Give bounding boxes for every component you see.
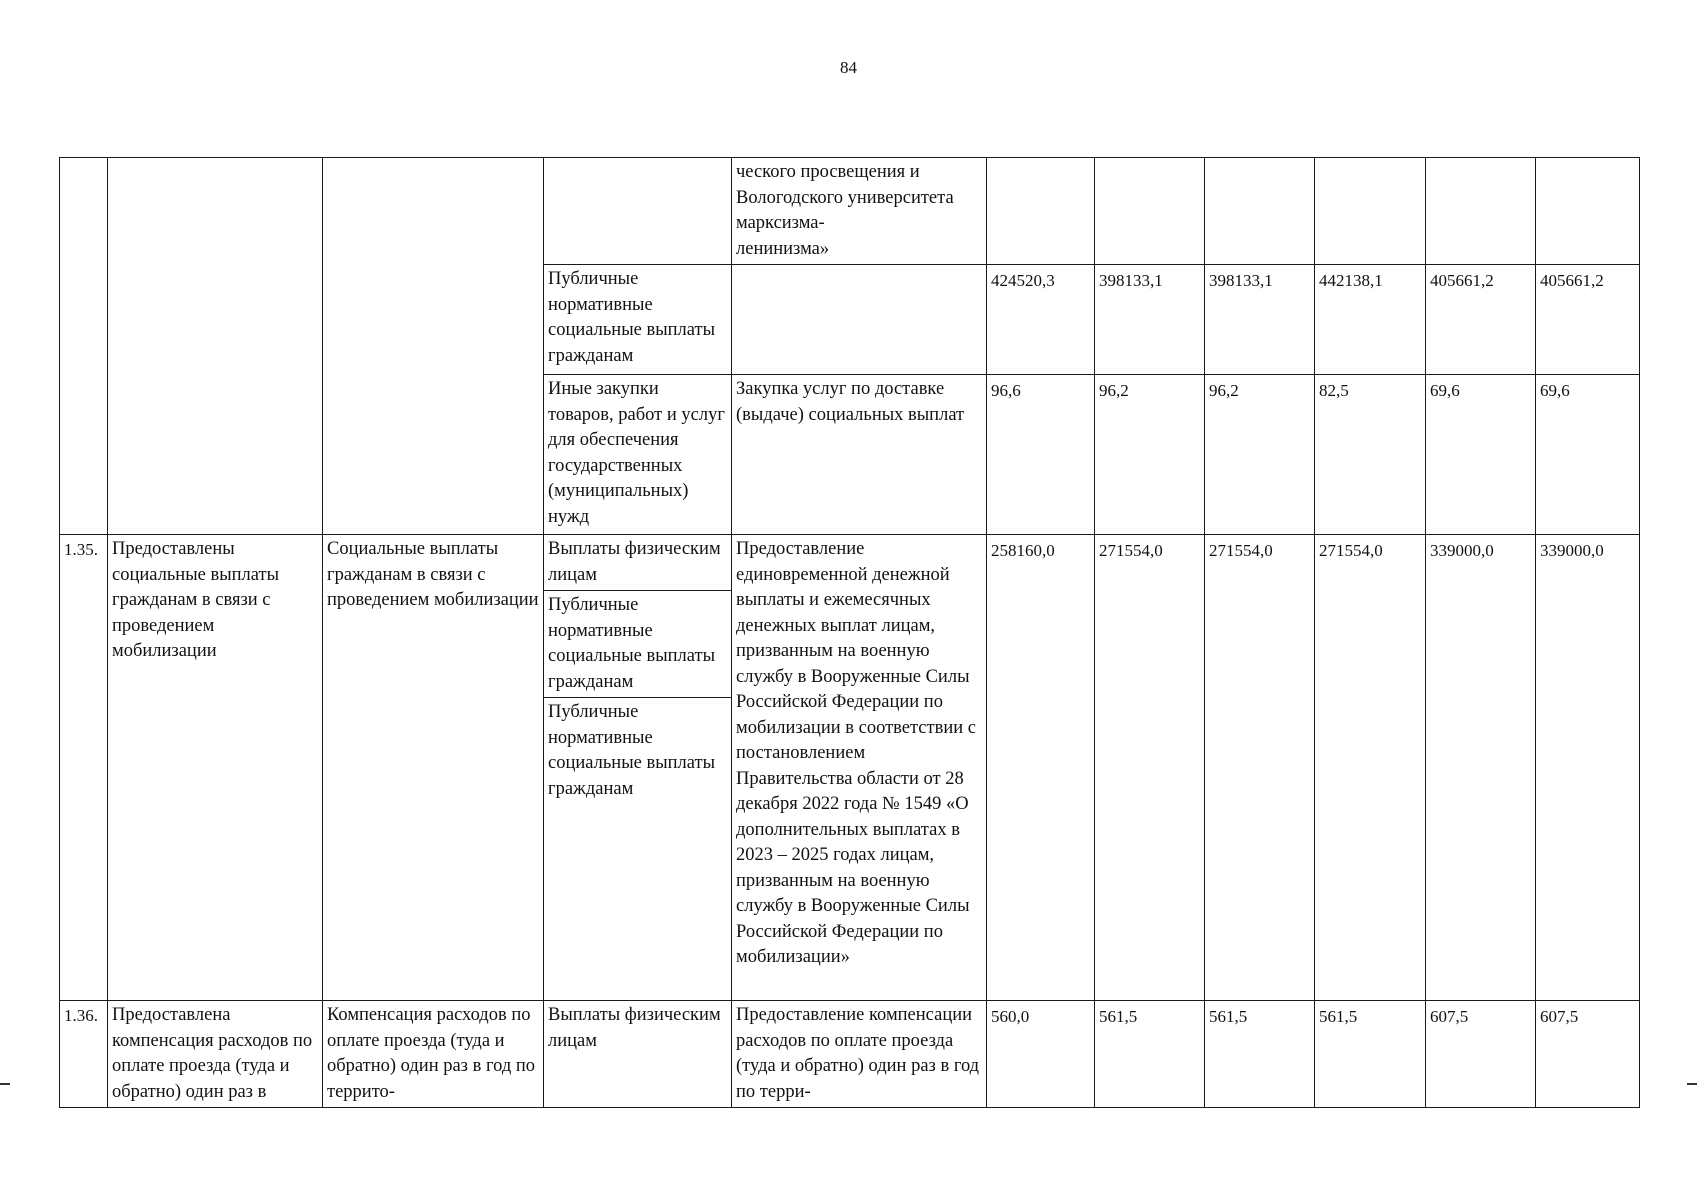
left-margin-mark xyxy=(0,1083,10,1085)
cell-expense-type-empty xyxy=(544,158,732,265)
cell-measure-empty xyxy=(323,158,544,535)
cell-number-empty xyxy=(60,158,108,535)
cell-value: 69,6 xyxy=(1536,375,1640,535)
cell-value: 561,5 xyxy=(1315,1001,1426,1108)
cell-result: Предоставлена компенсация расходов по оплате проезда (туда и обратно) один раз в xyxy=(108,1001,323,1108)
cell-expense-type: Публичные нормативные социальные выплаты гражданам xyxy=(544,591,732,698)
cell-description-empty xyxy=(732,265,987,375)
cell-value: 398133,1 xyxy=(1205,265,1315,375)
cell-result-empty xyxy=(108,158,323,535)
cell-value: 561,5 xyxy=(1205,1001,1315,1108)
cell-value: 424520,3 xyxy=(987,265,1095,375)
cell-description: Закупка услуг по доставке (выдаче) социальных выплат xyxy=(732,375,987,535)
cell-value: 607,5 xyxy=(1426,1001,1536,1108)
cell-value xyxy=(1426,158,1536,265)
page-number: 84 xyxy=(840,58,857,77)
budget-table xyxy=(59,157,1640,1108)
cell-value: 69,6 xyxy=(1426,375,1536,535)
cell-value: 96,6 xyxy=(987,375,1095,535)
cell-expense-type: Выплаты физическим лицам xyxy=(544,535,732,591)
table-row xyxy=(60,535,1640,591)
cell-value: 96,2 xyxy=(1095,375,1205,535)
cell-value: 442138,1 xyxy=(1315,265,1426,375)
cell-description: Предоставление единовременной денежной выплаты и ежемесячных денежных выплат лицам, призванным на военную службу в Вооруженные Силы Российской Федерации по мобилизации в соответствии с постановлением Правительства области от 28 декабря 2022 года № 1549 «О дополнительных выплатах в 2023 – 2025 годах лицам, призванным на военную службу в Вооруженные Силы Российской Федерации по мобилизации» xyxy=(732,535,987,1001)
cell-value: 82,5 xyxy=(1315,375,1426,535)
cell-expense-type: Иные закупки товаров, работ и услуг для обеспечения государственных (муниципальных) нужд xyxy=(544,375,732,535)
cell-value: 607,5 xyxy=(1536,1001,1640,1108)
cell-value: 405661,2 xyxy=(1536,265,1640,375)
cell-value xyxy=(1095,158,1205,265)
cell-expense-type: Публичные нормативные социальные выплаты гражданам xyxy=(544,265,732,375)
cell-measure: Компенсация расходов по оплате проезда (туда и обратно) один раз в год по террито- xyxy=(323,1001,544,1108)
cell-value: 561,5 xyxy=(1095,1001,1205,1108)
cell-expense-type: Публичные нормативные социальные выплаты гражданам xyxy=(544,698,732,1001)
cell-description: Предоставление компенсации расходов по оплате проезда (туда и обратно) один раз в год по терри- xyxy=(732,1001,987,1108)
cell-value: 271554,0 xyxy=(1315,535,1426,1001)
cell-value: 258160,0 xyxy=(987,535,1095,1001)
cell-value xyxy=(1205,158,1315,265)
cell-value: 96,2 xyxy=(1205,375,1315,535)
table-row xyxy=(60,158,1640,265)
cell-value: 339000,0 xyxy=(1426,535,1536,1001)
cell-value xyxy=(987,158,1095,265)
cell-description: ческого просвещения и Вологодского университета марксизма- ленинизма» xyxy=(732,158,987,265)
cell-value: 405661,2 xyxy=(1426,265,1536,375)
cell-item-number: 1.36. xyxy=(60,1001,108,1108)
cell-value xyxy=(1315,158,1426,265)
cell-value: 271554,0 xyxy=(1205,535,1315,1001)
cell-value: 560,0 xyxy=(987,1001,1095,1108)
cell-value: 271554,0 xyxy=(1095,535,1205,1001)
cell-value: 339000,0 xyxy=(1536,535,1640,1001)
table-row xyxy=(60,1001,1640,1108)
cell-expense-type: Выплаты физическим лицам xyxy=(544,1001,732,1108)
cell-value xyxy=(1536,158,1640,265)
right-margin-mark xyxy=(1687,1083,1697,1085)
cell-value: 398133,1 xyxy=(1095,265,1205,375)
cell-measure: Социальные выплаты гражданам в связи с проведением мобилизации xyxy=(323,535,544,1001)
cell-result: Предоставлены социальные выплаты гражданам в связи с проведением мобилизации xyxy=(108,535,323,1001)
cell-item-number: 1.35. xyxy=(60,535,108,1001)
